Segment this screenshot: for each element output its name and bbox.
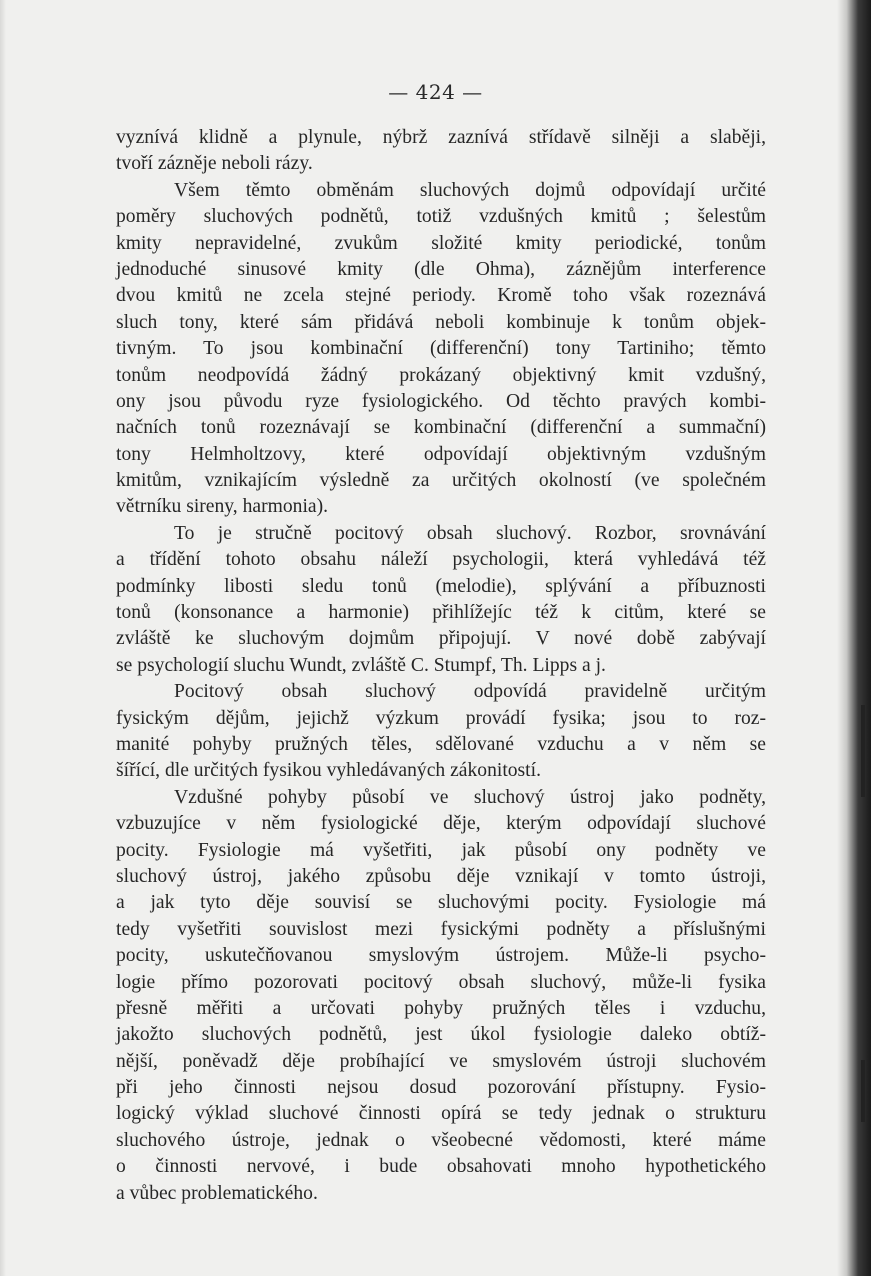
text-line: a vůbec problematického.: [116, 1182, 318, 1204]
text-line: manité pohyby pružných těles, sdělované vzduchu a v něm se: [116, 733, 766, 755]
text-line: podmínky libosti sledu tonů (melodie), splývání a příbuznosti: [116, 575, 766, 597]
text-line: sluchového ústroje, jednak o všeobecné vědomosti, které máme: [116, 1129, 766, 1151]
text-line: kmity nepravidelné, zvukům složité kmity periodické, tonům: [116, 232, 766, 254]
binding-shadow: [837, 0, 871, 1276]
text-line: pocity. Fysiologie má vyšetřiti, jak působí ony podněty ve: [116, 839, 766, 861]
text-line: tonů (konsonance a harmonie) přihlížejíc též k citům, které se: [116, 602, 766, 624]
text-line: pocity, uskutečňovanou smyslovým ústrojem. Může-li psycho-: [116, 945, 766, 967]
text-line: tony Helmholtzovy, které odpovídají objektivným vzdušným: [116, 443, 766, 465]
text-line: Pocitový obsah sluchový odpovídá pravidelně určitým: [174, 681, 766, 703]
text-line: o činnosti nervové, i bude obsahovati mnoho hypothetického: [116, 1156, 766, 1178]
text-line: zvláště ke sluchovým dojmům připojují. V nové době zabývají: [116, 628, 766, 650]
text-line: tedy vyšetřiti souvislost mezi fysickými podněty a příslušnými: [116, 918, 766, 940]
text-line: logie přímo pozorovati pocitový obsah sluchový, může-li fysika: [116, 971, 766, 993]
text-line: nější, poněvadž děje probíhající ve smyslovém ústroji sluchovém: [116, 1050, 766, 1072]
text-line: dvou kmitů ne zcela stejné periody. Kromě toho však rozeznává: [116, 285, 766, 307]
text-line: sluchový ústroj, jakého způsobu děje vznikají v tomto ústroji,: [116, 865, 766, 887]
text-line: vyznívá klidně a plynule, nýbrž zaznívá střídavě silněji a slaběji,: [116, 127, 766, 148]
text-line: sluch tony, které sám přidává neboli kombinuje k tonům objek-: [116, 311, 766, 333]
page-number: — 424 —: [388, 80, 483, 104]
text-line: a jak tyto děje souvisí se sluchovými pocity. Fysiologie má: [116, 892, 766, 914]
text-line: přesně měřiti a určovati pohyby pružných těles i vzduchu,: [116, 997, 766, 1019]
text-line: kmitům, vznikajícím výsledně za určitých okolností (ve společném: [116, 470, 766, 492]
text-line: Vzdušné pohyby působí ve sluchový ústroj jako podněty,: [174, 786, 766, 808]
text-line: To je stručně pocitový obsah sluchový. Rozbor, srovnávání: [174, 522, 766, 544]
body-text: [116, 125, 766, 1207]
text-line: Všem těmto obměnám sluchových dojmů odpovídají určité: [174, 179, 766, 201]
text-line: poměry sluchových podnětů, totiž vzdušných kmitů ; šelestům: [116, 206, 766, 228]
text-line: logický výklad sluchové činnosti opírá se tedy jednak o strukturu: [116, 1103, 766, 1125]
text-line: načních tonů rozeznávají se kombinační (differenční a summační): [116, 417, 766, 439]
text-line: a třídění tohoto obsahu náleží psychologii, která vyhledává též: [116, 549, 766, 571]
text-line: jednoduché sinusové kmity (dle Ohma), záznějům interference: [116, 258, 766, 280]
margin-mark: [861, 705, 865, 797]
page-left-edge: [0, 0, 6, 1276]
text-line: fysickým dějům, jejichž výzkum provádí fysika; jsou to roz-: [116, 707, 766, 729]
text-line: větrníku sireny, harmonia).: [116, 496, 329, 518]
text-line: tvoří zázněje neboli rázy.: [116, 153, 313, 175]
text-line: jakožto sluchových podnětů, jest úkol fysiologie daleko obtíž-: [116, 1024, 766, 1046]
text-line: při jeho činnosti nejsou dosud pozorování přístupny. Fysio-: [116, 1077, 766, 1099]
text-line: vzbuzujíce v něm fysiologické děje, kterým odpovídají sluchové: [116, 813, 766, 835]
text-line: šířící, dle určitých fysikou vyhledávaných zákonitostí.: [116, 760, 541, 782]
text-line: tivným. To jsou kombinační (differenční) tony Tartiniho; těmto: [116, 338, 766, 360]
margin-mark: [861, 1060, 865, 1122]
text-line: tonům neodpovídá žádný prokázaný objektivný kmit vzdušný,: [116, 364, 766, 386]
text-line: ony jsou původu ryze fysiologického. Od těchto pravých kombi-: [116, 390, 766, 412]
text-line: se psychologií sluchu Wundt, zvláště C. Stumpf, Th. Lipps a j.: [116, 654, 606, 676]
